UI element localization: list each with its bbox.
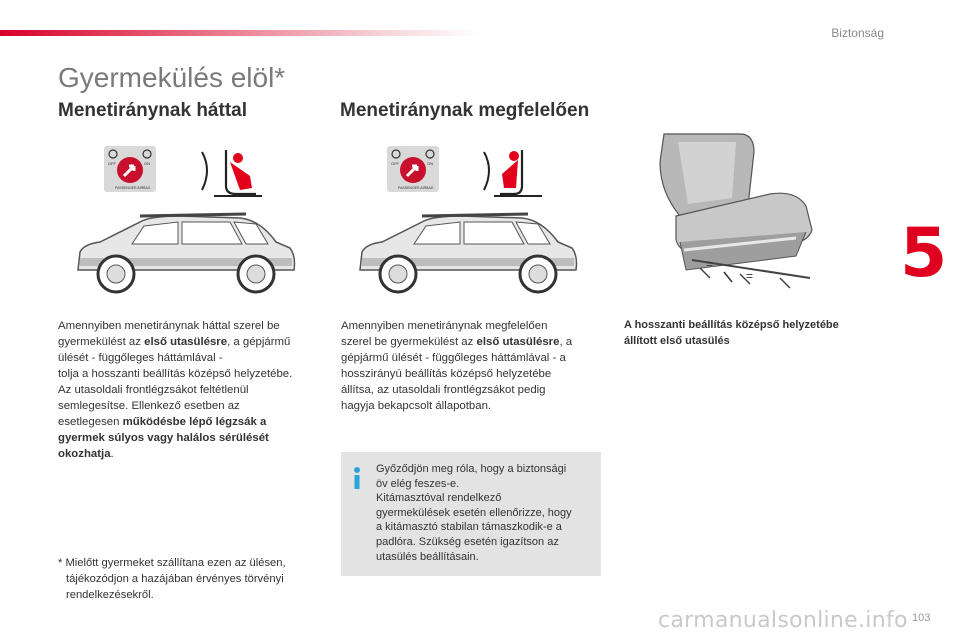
section-label: Biztonság bbox=[831, 26, 884, 40]
text-line: gépjármű ülését - függőleges háttámlával - a bbox=[341, 352, 566, 364]
forward-facing-description bbox=[341, 318, 605, 414]
text-line: Amennyiben menetiránynak megfelelően bbox=[341, 320, 548, 332]
airbag-on-label-icon bbox=[387, 146, 439, 192]
caption-line: állított első utasülés bbox=[624, 335, 730, 347]
text-line: semlegesítse. Ellenkező esetben az bbox=[58, 400, 240, 412]
footnote-line: * Mielőtt gyermeket szállítana ezen az ülésen, bbox=[58, 557, 286, 569]
text-line: Az utasoldali frontlégzsákot feltétlenül bbox=[58, 384, 249, 396]
info-line: Győződjön meg róla, hogy a biztonsági bbox=[376, 463, 567, 475]
info-text bbox=[376, 462, 594, 564]
svg-text:PASSENGER AIRBAG: PASSENGER AIRBAG bbox=[115, 186, 151, 190]
text-line: gyermek súlyos vagy halálos sérülését bbox=[58, 432, 269, 444]
text-line: állítsa, az utasoldali frontlégzsákot pedig bbox=[341, 384, 546, 396]
text-line: esetlegesen működésbe lépő légzsák a bbox=[58, 416, 267, 428]
info-line: padlóra. Szükség esetén igazítson az bbox=[376, 535, 559, 548]
info-line: gyermekülések esetén ellenőrizze, hogy bbox=[376, 506, 572, 519]
page-title: Gyermekülés elöl* bbox=[58, 62, 286, 93]
heading-rear-facing: Menetiránynak háttal bbox=[58, 100, 247, 121]
text-line: ülését - függőleges háttámlával - bbox=[58, 352, 223, 364]
text-line: tolja a hosszanti beállítás középső helyzetébe. bbox=[58, 368, 293, 380]
heading-forward-facing: Menetiránynak megfelelően bbox=[340, 100, 590, 121]
text-line: hagyja bekapcsolt állapotban. bbox=[341, 400, 492, 412]
svg-text:OFF: OFF bbox=[391, 161, 399, 166]
car-side-icon bbox=[70, 208, 300, 300]
svg-text:=: = bbox=[706, 257, 714, 271]
caption-line: A hosszanti beállítás középső helyzetébe bbox=[624, 319, 839, 331]
child-seat-rear-facing-icon bbox=[196, 146, 266, 202]
footnote bbox=[58, 555, 318, 603]
svg-text:=: = bbox=[746, 269, 754, 283]
chapter-number: 5 bbox=[900, 214, 948, 293]
footnote-line: rendelkezésekről. bbox=[66, 589, 154, 601]
seat-adjust-icon bbox=[620, 132, 820, 304]
airbag-off-label-icon bbox=[104, 146, 156, 192]
svg-text:ON: ON bbox=[427, 161, 433, 166]
footnote-line: tájékozódjon a hazájában érvényes törvényi bbox=[66, 573, 284, 585]
text-line: szerel be gyermekülést az első utasülésre, a bbox=[341, 336, 573, 348]
text-line: hosszirányú beállítás középső helyzetébe bbox=[341, 368, 552, 380]
svg-text:PASSENGER AIRBAG: PASSENGER AIRBAG bbox=[398, 186, 434, 190]
child-seat-forward-facing-icon bbox=[478, 146, 548, 202]
text-line: Amennyiben menetiránynak háttal szerel be bbox=[58, 320, 280, 332]
car-side-icon bbox=[352, 208, 582, 300]
info-line: a kitámasztó stabilan támaszkodik-e a bbox=[376, 521, 562, 534]
page-number: 103 bbox=[912, 612, 931, 624]
watermark: carmanualsonline.info bbox=[658, 608, 908, 633]
text-line: gyermekülést az első utasülésre, a gépjármű bbox=[58, 336, 291, 348]
info-box bbox=[341, 452, 601, 576]
info-line: Kitámasztóval rendelkező bbox=[376, 492, 502, 505]
svg-text:OFF: OFF bbox=[108, 161, 116, 166]
rear-facing-description bbox=[58, 318, 326, 462]
info-icon bbox=[350, 466, 364, 490]
seat-caption bbox=[624, 317, 894, 349]
header-accent-bar bbox=[0, 30, 480, 36]
info-line: utasülés beállításain. bbox=[376, 550, 479, 563]
text-line: okozhatja. bbox=[58, 448, 114, 460]
svg-text:ON: ON bbox=[144, 161, 150, 166]
info-line: öv elég feszes-e. bbox=[376, 477, 460, 490]
